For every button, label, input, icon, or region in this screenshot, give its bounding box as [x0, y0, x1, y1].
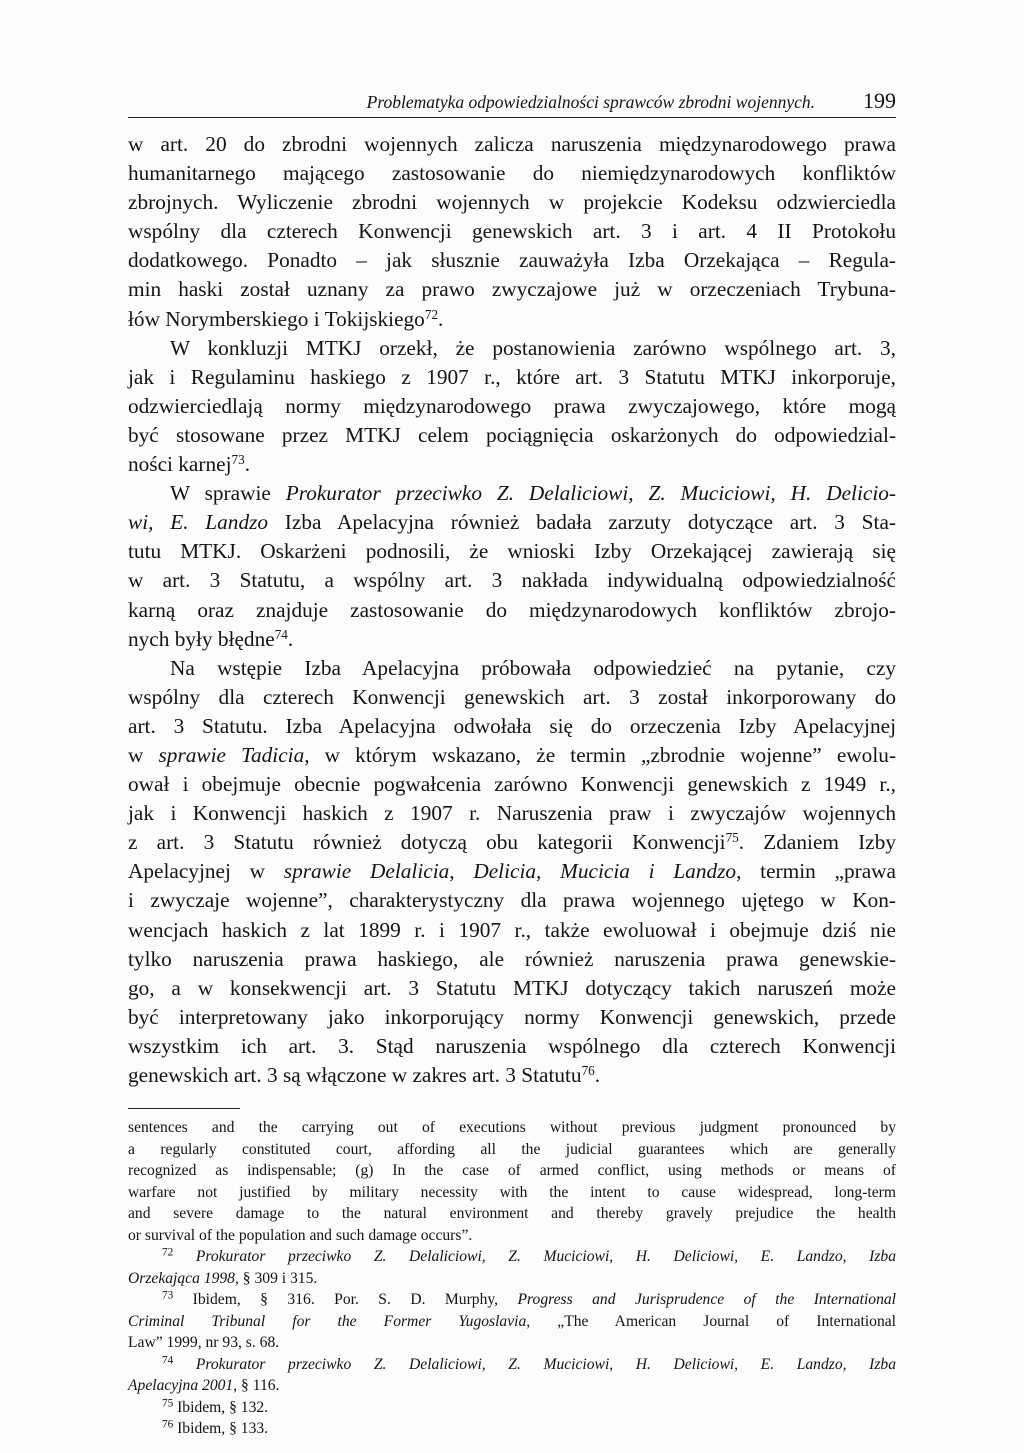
footnote-separator	[128, 1108, 240, 1109]
text-line: wencjach haskich z lat 1899 r. i 1907 r., także ewoluował i obejmuje dziś nie	[128, 917, 896, 942]
text-line: jak i Regulaminu haskiego z 1907 r., które art. 3 Statutu MTKJ inkorporuje,	[128, 364, 896, 389]
footnote-line	[128, 1397, 896, 1419]
text-line: być interpretowany jako inkorporujący normy Konwencji genewskich, przede	[128, 1004, 896, 1029]
running-title: Problematyka odpowiedzialności sprawców zbrodni wojennych.	[366, 92, 815, 112]
text-line	[128, 450, 896, 479]
text-run: genewskich art. 3 są włączone w zakres art. 3 Statutu	[128, 1063, 582, 1087]
text-run: , „The American Journal of International	[526, 1312, 896, 1330]
text-line	[128, 625, 896, 654]
text-run: Ibidem, § 133.	[173, 1420, 269, 1438]
case-name: sprawie Delalicia, Delicia, Mucicia i Landzo	[283, 859, 737, 884]
text-line: humanitarnego mającego zastosowanie do niemiędzynarodowych konfliktów	[128, 161, 896, 186]
text-line	[128, 828, 896, 857]
text-line	[128, 857, 896, 886]
text-line: w art. 3 Statutu, a wspólny art. 3 nakłada indywidualną odpowiedzialność	[128, 568, 896, 593]
paragraph-4	[128, 654, 896, 1090]
footnote-line	[128, 1375, 896, 1397]
footnote-line: or survival of the population and such damage occurs”.	[128, 1226, 473, 1244]
text-line: zbrojnych. Wyliczenie zbrodni wojennych w projekcie Kodeksu odzwierciedla	[128, 190, 896, 215]
text-line: karną oraz znajduje zastosowanie do międzynarodowych konfliktów zbrojo-	[128, 597, 896, 622]
footnote-number: 72	[162, 1246, 174, 1259]
footnote-line: sentences and the carrying out of executions without previous judgment pronounced by	[128, 1119, 896, 1137]
footnote-ref-76[interactable]: 76	[581, 1062, 595, 1078]
case-name: Orzekająca 1998	[128, 1269, 235, 1287]
text-line: być stosowane przez MTKJ celem pociągnięcia oskarżonych do odpowiedzial-	[128, 422, 896, 447]
text-line	[128, 508, 896, 537]
book-title: Criminal Tribunal for the Former Yugoslavia	[128, 1312, 527, 1330]
case-name: sprawie Tadicia	[158, 742, 305, 767]
text-run: w	[128, 742, 159, 767]
text-line: ował i obejmuje obecnie pogwałcenia zarówno Konwencji genewskich z 1949 r.,	[128, 772, 896, 797]
footnote-75	[128, 1397, 896, 1419]
case-name: Prokurator przeciwko Z. Delaliciowi, Z. Muciciowi, H. Deliciowi, E. Landzo, Izba	[173, 1248, 896, 1266]
text-run: z art. 3 Statutu również dotyczą obu kategorii Konwencji	[128, 830, 726, 855]
text-run: .	[287, 626, 294, 651]
footnote-line	[128, 1311, 896, 1333]
paragraph-1	[128, 130, 896, 334]
footnote-line: Law” 1999, nr 93, s. 68.	[128, 1334, 280, 1352]
text-run: , w którym wskazano, że termin „zbrodnie wojenne” ewolu-	[304, 742, 896, 767]
text-line: jak i Konwencji haskich z 1907 r. Naruszenia praw i zwyczajów wojennych	[128, 801, 896, 826]
text-line: tylko naruszenia prawa haskiego, ale również naruszenia prawa genewskie-	[128, 946, 896, 971]
footnote-number: 75	[162, 1396, 174, 1409]
text-line: Na wstępie Izba Apelacyjna próbowała odpowiedzieć na pytanie, czy	[170, 655, 896, 680]
text-line: dodatkowego. Ponadto – jak słusznie zauważyła Izba Orzekająca – Regula-	[128, 248, 896, 273]
text-run: , § 116.	[233, 1377, 280, 1395]
footnote-ref-72[interactable]: 72	[424, 306, 439, 322]
case-name: Apelacyjna 2001	[128, 1377, 234, 1395]
text-line: i zwyczaje wojenne”, charakterystyczny dla prawa wojennego ujętego w Kon-	[128, 888, 896, 913]
text-line: wspólny dla czterech Konwencji genewskich art. 3 i art. 4 II Protokołu	[128, 219, 896, 244]
footnote-ref-74[interactable]: 74	[274, 626, 288, 642]
case-name: Prokurator przeciwko Z. Delaliciowi, Z. Muciciowi, H. Deliciowi, E. Landzo, Izba	[173, 1355, 896, 1373]
footnote-ref-75[interactable]: 75	[725, 830, 739, 845]
footnote-number: 73	[162, 1289, 174, 1302]
main-text	[128, 130, 896, 1090]
text-line	[128, 305, 896, 334]
paragraph-3	[128, 479, 896, 654]
text-run: .	[594, 1063, 601, 1087]
footnote-line	[128, 1289, 896, 1311]
footnote-line: recognized as indispensable; (g) In the case of armed conflict, using methods or means of	[128, 1162, 896, 1180]
footnote-number: 74	[162, 1353, 174, 1366]
footnote-73	[128, 1289, 896, 1354]
text-run: nych były błędne	[128, 626, 275, 651]
footnote-line	[128, 1418, 896, 1440]
footnote-76	[128, 1418, 896, 1440]
text-run: łów Norymberskiego i Tokijskiego	[128, 306, 425, 331]
text-line	[128, 479, 896, 508]
text-line: W konkluzji MTKJ orzekł, że postanowienia zarówno wspólnego art. 3,	[170, 335, 896, 360]
case-name: Prokurator przeciwko Z. Delaliciowi, Z. Muciciowi, H. Delicio-	[285, 481, 896, 506]
case-name: wi, E. Landzo	[128, 510, 269, 535]
book-page	[128, 88, 896, 1440]
text-line: odzwierciedlają normy międzynarodowego prawa zwyczajowego, które mogą	[128, 393, 896, 418]
text-line	[128, 741, 896, 770]
footnote-line	[128, 1354, 896, 1376]
running-header	[128, 88, 896, 118]
text-run: Apelacyjnej w	[128, 859, 284, 884]
footnote-72	[128, 1246, 896, 1289]
text-run: .	[438, 306, 444, 331]
footnote-number: 76	[162, 1418, 174, 1431]
text-line: tutu MTKJ. Oskarżeni podnosili, że wnioski Izby Orzekającej zawierają się	[128, 539, 896, 564]
footnote-ref-73[interactable]: 73	[231, 451, 245, 467]
footnotes	[128, 1117, 896, 1440]
footnote-line	[128, 1268, 896, 1290]
text-line: art. 3 Statutu. Izba Apelacyjna odwołała się do orzeczenia Izby Apelacyjnej	[128, 713, 896, 738]
footnote-line: warfare not justified by military necessity with the intent to cause widespread, long-term	[128, 1183, 896, 1201]
text-line: go, a w konsekwencji art. 3 Statutu MTKJ dotyczący takich naruszeń może	[128, 975, 896, 1000]
page-number: 199	[863, 88, 896, 113]
text-run: , termin „prawa	[736, 859, 896, 884]
paragraph-2	[128, 334, 896, 479]
book-title: Progress and Jurisprudence of the International	[517, 1291, 896, 1309]
footnote-line: and severe damage to the natural environment and thereby gravely prejudice the health	[128, 1205, 896, 1223]
footnote-line: a regularly constituted court, affording all the judicial guarantees which are generally	[128, 1140, 896, 1158]
text-line: min haski został uznany za prawo zwyczajowe już w orzeczeniach Trybuna-	[128, 277, 896, 302]
text-line: wspólny dla czterech Konwencji genewskich art. 3 został inkorporowany do	[128, 684, 896, 709]
text-line	[128, 1061, 896, 1090]
text-run: . Zdaniem Izby	[738, 830, 896, 855]
text-run: W sprawie	[170, 481, 286, 506]
text-run: Izba Apelacyjna również badała zarzuty dotyczące art. 3 Sta-	[268, 510, 896, 535]
footnote-continuation	[128, 1117, 896, 1246]
text-run: Ibidem, § 132.	[173, 1398, 269, 1416]
text-run: , § 309 i 315.	[234, 1269, 318, 1287]
text-line: wszystkim ich art. 3. Stąd naruszenia wspólnego dla czterech Konwencji	[128, 1033, 896, 1058]
footnote-line	[128, 1246, 896, 1268]
text-run: Ibidem, § 316. Por. S. D. Murphy,	[173, 1291, 518, 1309]
text-run: ności karnej	[128, 452, 232, 477]
text-run: .	[244, 452, 251, 477]
footnote-74	[128, 1354, 896, 1397]
text-line: w art. 20 do zbrodni wojennych zalicza naruszenia międzynarodowego prawa	[128, 132, 896, 156]
